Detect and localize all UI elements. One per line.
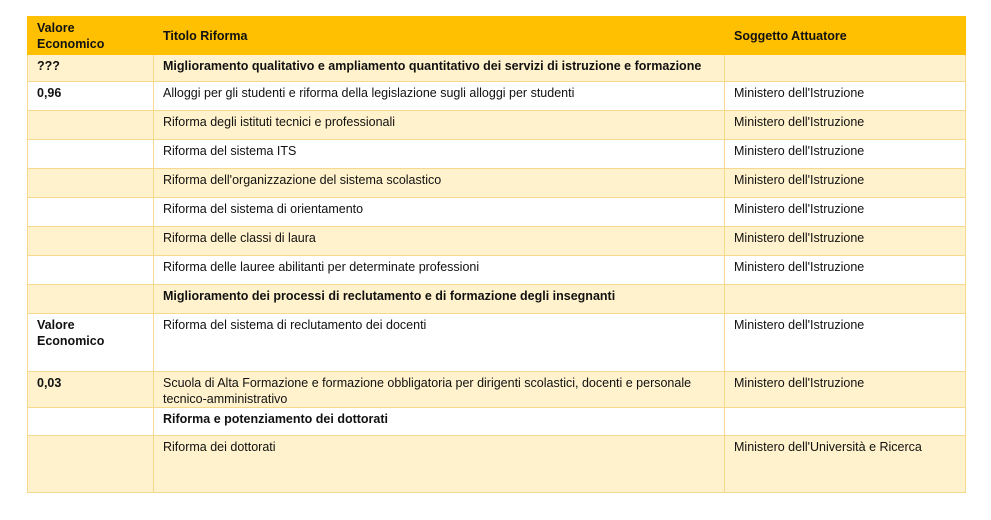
table-row bbox=[28, 55, 966, 82]
cell-valore bbox=[28, 256, 154, 285]
cell-titolo: Riforma e potenziamento dei dottorati bbox=[154, 408, 725, 436]
cell-soggetto: Ministero dell'Istruzione bbox=[725, 111, 966, 140]
table-row bbox=[28, 169, 966, 198]
cell-valore bbox=[28, 198, 154, 227]
cell-titolo: Riforma del sistema di reclutamento dei docenti bbox=[154, 314, 725, 372]
cell-valore: 0,96 bbox=[28, 82, 154, 111]
reforms-table bbox=[27, 16, 966, 493]
cell-titolo: Riforma dei dottorati bbox=[154, 436, 725, 493]
cell-soggetto bbox=[725, 285, 966, 314]
table-row bbox=[28, 285, 966, 314]
cell-valore: Valore Economico bbox=[28, 314, 154, 372]
cell-soggetto bbox=[725, 408, 966, 436]
cell-titolo: Riforma del sistema ITS bbox=[154, 140, 725, 169]
cell-valore bbox=[28, 436, 154, 493]
cell-valore: 0,03 bbox=[28, 372, 154, 408]
cell-valore bbox=[28, 227, 154, 256]
table-row bbox=[28, 408, 966, 436]
cell-soggetto bbox=[725, 55, 966, 82]
cell-soggetto: Ministero dell'Istruzione bbox=[725, 314, 966, 372]
cell-soggetto: Ministero dell'Istruzione bbox=[725, 227, 966, 256]
reforms-table-container bbox=[27, 16, 965, 493]
header-valore-economico: Valore Economico bbox=[28, 17, 154, 55]
table-row bbox=[28, 82, 966, 111]
cell-valore bbox=[28, 408, 154, 436]
header-titolo-riforma: Titolo Riforma bbox=[154, 17, 725, 55]
table-row bbox=[28, 227, 966, 256]
table-row bbox=[28, 314, 966, 372]
cell-valore bbox=[28, 285, 154, 314]
cell-soggetto: Ministero dell'Università e Ricerca bbox=[725, 436, 966, 493]
table-row bbox=[28, 111, 966, 140]
cell-titolo: Riforma delle classi di laura bbox=[154, 227, 725, 256]
cell-soggetto: Ministero dell'Istruzione bbox=[725, 256, 966, 285]
table-row bbox=[28, 198, 966, 227]
cell-titolo: Riforma del sistema di orientamento bbox=[154, 198, 725, 227]
cell-soggetto: Ministero dell'Istruzione bbox=[725, 372, 966, 408]
cell-valore: ??? bbox=[28, 55, 154, 82]
table-row bbox=[28, 140, 966, 169]
cell-soggetto: Ministero dell'Istruzione bbox=[725, 169, 966, 198]
cell-titolo: Alloggi per gli studenti e riforma della legislazione sugli alloggi per studenti bbox=[154, 82, 725, 111]
table-row bbox=[28, 372, 966, 408]
table-row bbox=[28, 256, 966, 285]
cell-soggetto: Ministero dell'Istruzione bbox=[725, 140, 966, 169]
cell-titolo: Riforma delle lauree abilitanti per determinate professioni bbox=[154, 256, 725, 285]
table-row bbox=[28, 436, 966, 493]
cell-valore bbox=[28, 169, 154, 198]
cell-titolo: Riforma dell'organizzazione del sistema scolastico bbox=[154, 169, 725, 198]
cell-soggetto: Ministero dell'Istruzione bbox=[725, 198, 966, 227]
cell-soggetto: Ministero dell'Istruzione bbox=[725, 82, 966, 111]
cell-valore bbox=[28, 140, 154, 169]
table-header-row bbox=[28, 17, 966, 55]
cell-titolo: Miglioramento qualitativo e ampliamento quantitativo dei servizi di istruzione e formazione bbox=[154, 55, 725, 82]
cell-titolo: Scuola di Alta Formazione e formazione obbligatoria per dirigenti scolastici, docenti e personale tecnico-amministrativo bbox=[154, 372, 725, 408]
header-soggetto-attuatore: Soggetto Attuatore bbox=[725, 17, 966, 55]
cell-valore bbox=[28, 111, 154, 140]
cell-titolo: Miglioramento dei processi di reclutamento e di formazione degli insegnanti bbox=[154, 285, 725, 314]
cell-titolo: Riforma degli istituti tecnici e professionali bbox=[154, 111, 725, 140]
